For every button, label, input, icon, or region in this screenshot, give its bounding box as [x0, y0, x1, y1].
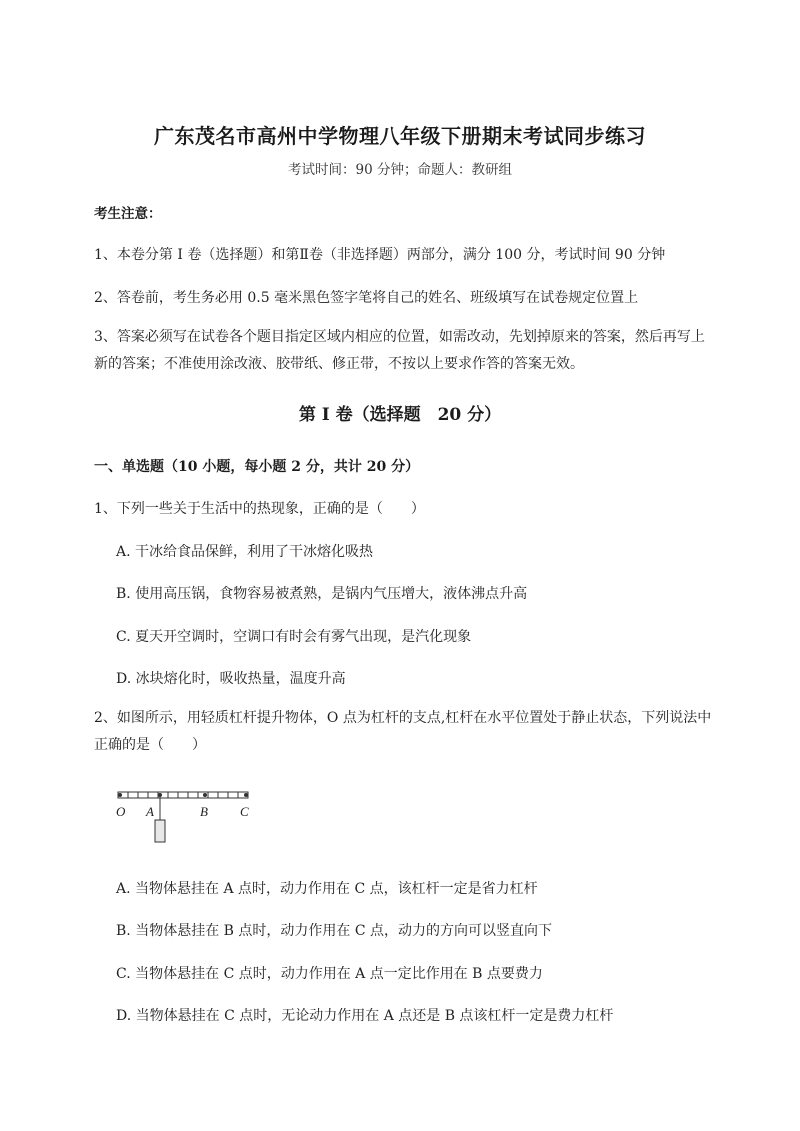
- question-1-option-d: D. 冰块熔化时，吸收热量，温度升高: [116, 671, 346, 687]
- pivot-point: [118, 793, 122, 797]
- hanging-weight: [155, 820, 165, 842]
- notice-item-3: 3、答案必须写在试卷各个题目指定区域内相应的位置，如需改动，先划掉原来的答案，然后再写上新的答案；不准使用涂改液、胶带纸、修正带，不按以上要求作答的答案无效。: [94, 329, 705, 372]
- label-b: B: [200, 804, 208, 819]
- question-2-option-a: A. 当物体悬挂在 A 点时，动力作用在 C 点，该杠杆一定是省力杠杆: [116, 881, 538, 897]
- label-o: O: [116, 804, 126, 819]
- part-title: 一、单选题（10 小题，每小题 2 分，共计 20 分）: [94, 459, 420, 475]
- question-1-option-b: B. 使用高压锅，食物容易被煮熟，是锅内气压增大，液体沸点升高: [116, 586, 528, 602]
- section-title: 第 I 卷（选择题 20 分）: [298, 405, 502, 425]
- question-1-stem: 1、下列一些关于生活中的热现象，正确的是（ ）: [94, 501, 425, 517]
- label-c: C: [240, 804, 249, 819]
- point-c-dot: [244, 793, 248, 797]
- question-2-stem: 2、如图所示，用轻质杠杆提升物体，O 点为杠杆的支点,杠杆在水平位置处于静止状态，下列说法中正确的是（ ）: [94, 710, 712, 753]
- page-title: 广东茂名市高州中学物理八年级下册期末考试同步练习: [154, 124, 646, 148]
- label-a: A: [146, 804, 154, 819]
- notice-heading: 考生注意：: [94, 206, 162, 222]
- notice-item-2: 2、答卷前，考生务必用 0.5 毫米黑色签字笔将自己的姓名、班级填写在试卷规定位置上: [94, 290, 639, 306]
- question-1-option-c: C. 夏天开空调时，空调口有时会有雾气出现，是汽化现象: [116, 629, 472, 645]
- exam-meta: 考试时间：90 分钟；命题人：教研组: [288, 162, 512, 178]
- lever-figure: [112, 782, 262, 848]
- question-2-option-c: C. 当物体悬挂在 C 点时，动力作用在 A 点一定比作用在 B 点要费力: [116, 966, 543, 982]
- question-2-option-d: D. 当物体悬挂在 C 点时，无论动力作用在 A 点还是 B 点该杠杆一定是费力杠杆: [116, 1008, 614, 1024]
- notice-item-1: 1、本卷分第 I 卷（选择题）和第Ⅱ卷（非选择题）两部分，满分 100 分，考试时间 90 分钟: [94, 247, 666, 263]
- point-b-dot: [203, 793, 207, 797]
- question-1-option-a: A. 干冰给食品保鲜，利用了干冰熔化吸热: [116, 544, 374, 560]
- question-2-option-b: B. 当物体悬挂在 B 点时，动力作用在 C 点，动力的方向可以竖直向下: [116, 923, 552, 939]
